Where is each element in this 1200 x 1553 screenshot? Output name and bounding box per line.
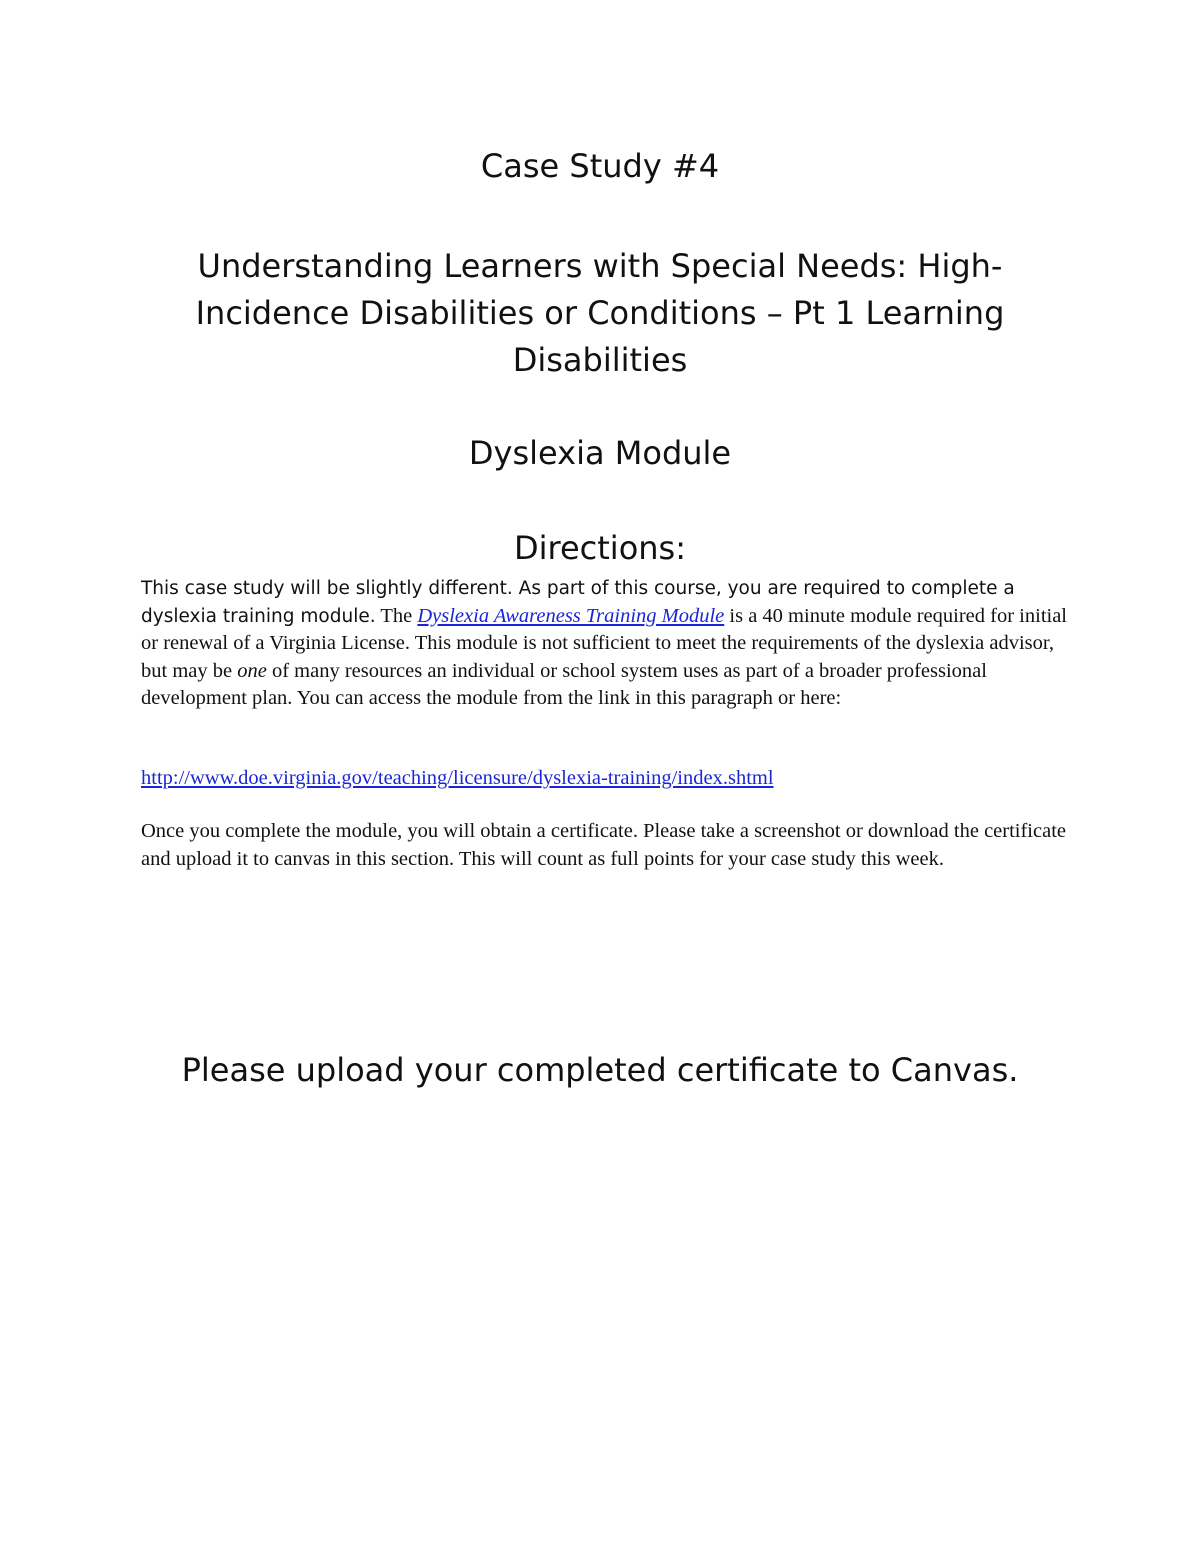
- case-study-title: Case Study #4: [480, 147, 720, 185]
- url-paragraph: [141, 765, 1071, 793]
- dyslexia-module-link[interactable]: Dyslexia Awareness Training Module: [417, 604, 725, 627]
- dyslexia-training-url-link[interactable]: http://www.doe.virginia.gov/teaching/licensure/dyslexia-training/index.shtml: [141, 767, 774, 789]
- course-title-line-1: Understanding Learners with Special Needs: High-: [197, 247, 1003, 285]
- directions-heading: Directions:: [513, 529, 686, 567]
- certificate-paragraph: Once you complete the module, you will obtain a certificate. Please take a screenshot or download the certificate and upload it to canvas in this section. This will count as full points for your case study this week.: [141, 820, 1066, 870]
- closing-instruction: Please upload your completed certificate to Canvas.: [181, 1051, 1019, 1089]
- directions-intro: This case study will be slightly different. As part of this course, you are required to complete a dyslexia training module.: [141, 578, 1015, 627]
- directions-the: The: [375, 604, 418, 627]
- module-title: Dyslexia Module: [468, 434, 732, 472]
- course-title-line-2: Incidence Disabilities or Conditions – Pt 1 Learning: [195, 294, 1005, 332]
- directions-emphasis: one: [237, 659, 267, 682]
- directions-after-emphasis: of many resources an individual or school system uses as part of a broader professional development plan. You can access the module from the link in this paragraph or here:: [141, 659, 987, 709]
- course-title: [140, 243, 1060, 384]
- directions-paragraph: [141, 575, 1071, 713]
- course-title-line-3: Disabilities: [512, 341, 688, 379]
- directions-after-link: is a 40 minute module required for initial or renewal of a Virginia License. This module is not sufficient to meet the requirements of the dyslexia advisor, but may be: [141, 604, 1068, 682]
